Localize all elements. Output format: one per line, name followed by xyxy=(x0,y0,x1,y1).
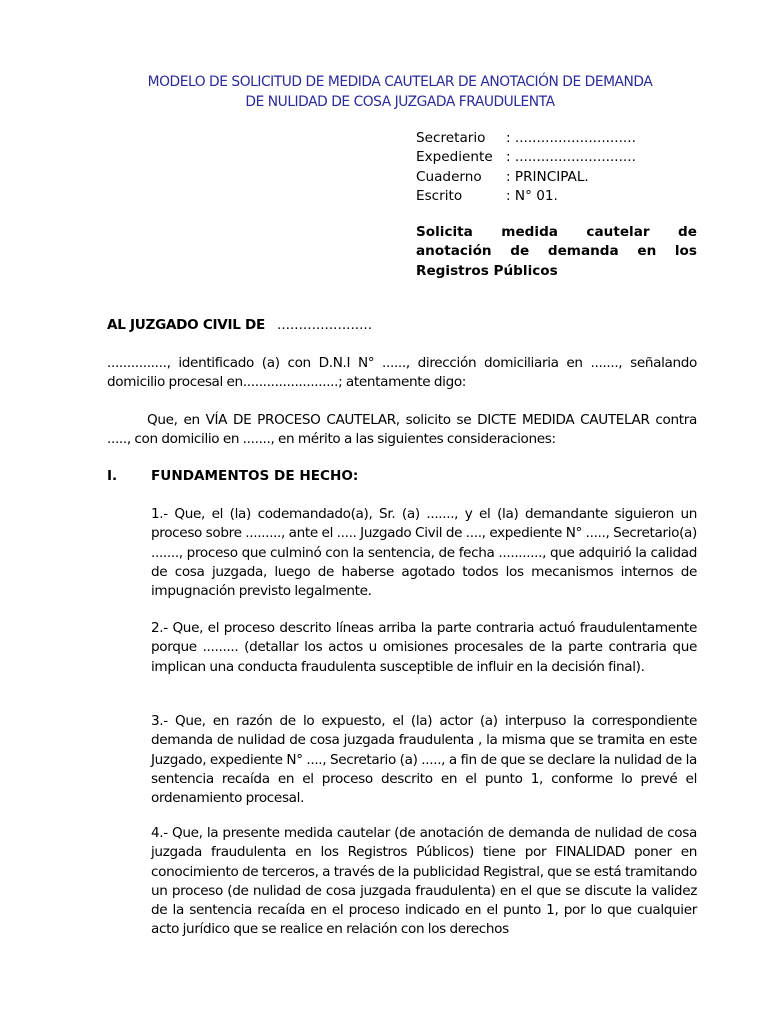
title-line-1: MODELO DE SOLICITUD DE MEDIDA CAUTELAR DE ANOTACIÓN DE DEMANDA xyxy=(147,74,653,90)
meta-row-expediente xyxy=(416,148,706,167)
meta-key: Secretario xyxy=(416,130,486,146)
meta-row-secretario xyxy=(416,129,706,148)
section-title: FUNDAMENTOS DE HECHO: xyxy=(151,468,359,484)
meta-key: Cuaderno xyxy=(416,168,482,185)
meta-row-cuaderno xyxy=(416,168,706,187)
addressee xyxy=(107,316,697,335)
meta-key: Expediente xyxy=(416,149,493,166)
meta-key: Escrito xyxy=(416,187,463,204)
request-paragraph: Que, en VÍA DE PROCESO CAUTELAR, solicito se DICTE MEDIDA CAUTELAR contra ....., con domicilio en ......., en mérito a las siguientes consideraciones: xyxy=(107,412,697,448)
fact-item-2: 2.- Que, el proceso descrito líneas arriba la parte contraria actuó fraudulentamente porque ......... (detallar los actos u omisiones procesales de la parte contraria que implican una conducta fraudulenta susceptible de influir en la decisión final). xyxy=(151,620,697,675)
meta-value: : ............................ xyxy=(506,149,636,166)
fact-item-1: 1.- Que, el (la) codemandado(a), Sr. (a) ......., y el (la) demandante siguieron un proceso sobre ........., ante el ..... Juzgado Civil de ...., expediente N° ....., Secretario(a) ......., proceso que culminó con la sentencia, de fecha ..........., que adquirió la calidad de cosa juzgada, luego de haberse agotado todos los mecanismos internos de impugnación previsto legalmente. xyxy=(151,506,697,600)
meta-value: : ............................ xyxy=(506,130,636,146)
meta-value: : PRINCIPAL. xyxy=(506,168,589,185)
section-number: I. xyxy=(107,468,118,484)
intro-paragraph: ..............., identificado (a) con D.N.I N° ......, dirección domiciliaria en ......., señalando domicilio procesal en........................; atentamente digo: xyxy=(107,355,697,391)
meta-row-escrito xyxy=(416,187,706,206)
addressee-label: AL JUZGADO CIVIL DE xyxy=(107,317,265,333)
fact-item-3: 3.- Que, en razón de lo expuesto, el (la) actor (a) interpuso la correspondiente demanda de nulidad de cosa juzgada fraudulenta , la misma que se tramita en este Juzgado, expediente N° ...., Secretario (a) ....., a fin de que se declare la nulidad de la sentencia recaída en el proceso descrito en el punto 1, conforme lo prevé el ordenamiento procesal. xyxy=(151,713,697,807)
title-line-2: DE NULIDAD DE COSA JUZGADA FRAUDULENTA xyxy=(245,93,555,110)
addressee-blank: ...................... xyxy=(277,317,373,333)
request-summary: Solicita medida cautelar de anotación de demanda en los Registros Públicos xyxy=(416,224,697,279)
fact-item-4: 4.- Que, la presente medida cautelar (de anotación de demanda de nulidad de cosa juzgada fraudulenta en los Registros Públicos) tiene por FINALIDAD poner en conocimiento de terceros, a través de la publicidad Registral, que se está tramitando un proceso (de nulidad de cosa juzgada fraudulenta) en el que se discute la validez de la sentencia recaída en el proceso indicado en el punto 1, por lo que cualquier acto jurídico que se realice en relación con los derechos xyxy=(151,825,697,938)
document-title xyxy=(100,73,700,112)
section-heading xyxy=(107,467,358,486)
case-metadata xyxy=(416,129,706,206)
meta-value: : N° 01. xyxy=(506,187,558,204)
